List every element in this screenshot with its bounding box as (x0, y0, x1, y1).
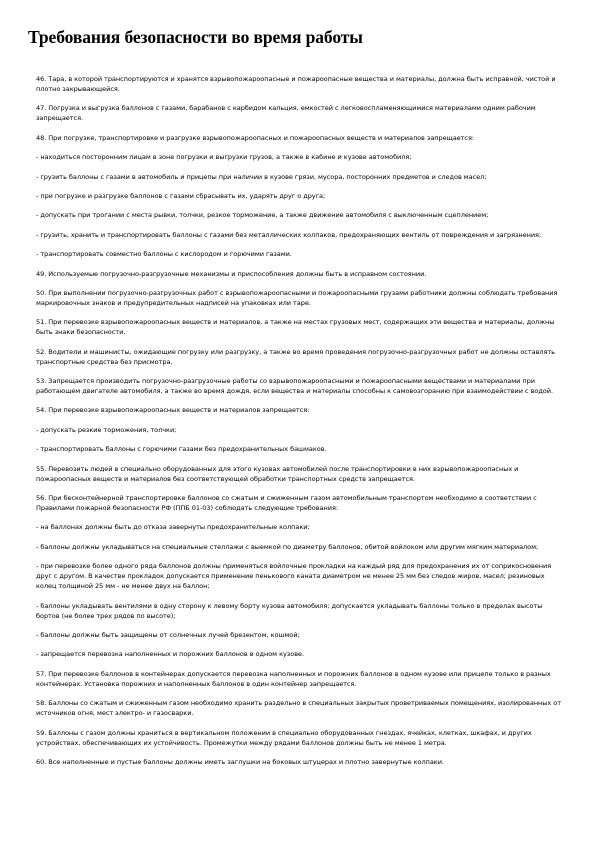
paragraph: 46. Тара, в которой транспортируются и хранятся взрывопожароопасные и пожароопасные вещества и материалы, должна быть исправной, чистой и плотно закрывающейся. (36, 75, 556, 93)
paragraph: 54. При перевозке взрывопожароопасных веществ и материалов запрещается: (36, 406, 310, 415)
list-item: - при перевозке более одного ряда баллонов должны применяться войлочные прокладки на каждый ряд для предохранения их от соприкосновения друг с другом. В качестве прокладок допускается применение пенькового каната диаметром не менее 25 мм без следов жиров, масел; резиновых колец толщиной 25 мм - не менее двух на баллон; (36, 562, 552, 591)
list-item: - при погрузке и разгрузке баллонов с газами сбрасывать их, ударять друг о друга; (36, 191, 326, 200)
list-item: - баллоны должны укладываться на специальные стеллажи с выемкой по диаметру баллонов, обитой войлоком или другим мягким материалом; (36, 542, 539, 551)
list-item: - транспортировать баллоны с горючими газами без предохранительных башмаков. (36, 445, 327, 454)
list-item: - грузить, хранить и транспортировать баллоны с газами без металлических колпаков, предохраняющих вентиль от повреждения и загрязнения; (36, 230, 542, 239)
paragraph: 57. При перевозке баллонов в контейнерах допускается перевозка наполненных и порожних баллонов в одном кузове или прицепе только в разных контейнерах. Установка порожних и наполненных баллонов в один контейнер запрещается. (36, 669, 551, 688)
paragraph: 48. При погрузке, транспортировке и разгрузке взрывопожароопасных и пожароопасных веществ и материалов запрещается: (36, 133, 475, 142)
document-body (36, 74, 563, 767)
document-title: Требования безопасности во время работы (28, 27, 363, 47)
paragraph: 50. При выполнении погрузочно-разгрузочных работ с взрывопожароопасными и пожароопасными грузами работники должны соблюдать требования маркировочных знаков и предупредительных надписей на упаковках или таре. (36, 288, 558, 307)
list-item: - на баллонах должны быть до отказа завернуты предохранительные колпаки; (36, 523, 310, 532)
paragraph: 53. Запрещается производить погрузочно-разгрузочные работы со взрывопожароопасными и пожароопасными веществами и материалами при работающем двигателе автомобиля, а также во время дождя, если вещества и материалы способны к самовозгоранию при взаимодействии с водой. (36, 377, 554, 396)
paragraph: 56. При бесконтейнерной транспортировке баллонов со сжатым и сжиженным газом автомобильным транспортом необходимо в соответствии с Правилами пожарной безопасности РФ (ППБ 01-03) соблюдать следующие требования: (36, 494, 537, 513)
paragraph: 59. Баллоны с газом должны храниться в вертикальном положении в специально оборудованных гнездах, ячейках, клетках, шкафах, и других устройствах, обеспечивающих их устойчивость. Промежутки между рядами баллонов должны быть не менее 1 метра. (36, 728, 532, 747)
paragraph: 58. Баллоны со сжатым и сжиженным газом необходимо хранить раздельно в специальных закрытых проветриваемых помещениях, изолированных от источников огня, мест электро- и газосварки. (36, 699, 561, 718)
paragraph: 51. При перевозке взрывопожароопасных веществ и материалов, а также на местах грузовых мест, содержащих эти вещества и материалы, должны быть знаки безопасности. (36, 318, 555, 337)
list-item: - находиться посторонним лицам в зоне погрузки и выгрузки грузов, а также в кабине и кузове автомобиля; (36, 153, 412, 162)
paragraph: 52. Водители и машинисты, ожидающие погрузку или разгрузку, а также во время проведения погрузочно-разгрузочных работ не должны оставлять транспортные средства без присмотра. (36, 347, 555, 366)
list-item: - баллоны должны быть защищены от солнечных лучей брезентом, кошмой; (36, 630, 300, 639)
paragraph: 55. Перевозить людей в специально оборудованных для этого кузовах автомобилей после транспортировки в них взрывопожароопасных и пожароопасных веществ и материалов без соответствующей обработки транспортных средств запрещается. (36, 464, 519, 483)
list-item: - баллоны укладывать вентилями в одну сторону к левому борту кузова автомобиля; допускается укладывать баллоны только в пределах высоты бортов (не более трех рядов по высоте); (36, 601, 543, 620)
list-item: - транспортировать совместно баллоны с кислородом и горючими газами. (36, 250, 292, 259)
paragraph: 60. Все наполненные и пустые баллоны должны иметь заглушки на боковых штуцерах и плотно завернутые колпаки. (36, 757, 444, 766)
list-item: - запрещается перевозка наполненных и порожних баллонов в одном кузове. (36, 650, 305, 659)
list-item: - грузить баллоны с газами в автомобиль и прицепы при наличии в кузове грязи, мусора, посторонних предметов и следов масел; (36, 172, 487, 181)
paragraph: 47. Погрузка и выгрузка баллонов с газами, барабанов с карбидом кальция, емкостей с легковоспламеняющимися материалами одним рабочим запрещается. (36, 104, 536, 123)
paragraph: 49. Используемые погрузочно-разгрузочные механизмы и приспособления должны быть в исправном состоянии. (36, 269, 427, 278)
list-item: - допускать резкие торможения, толчки; (36, 425, 177, 434)
list-item: - допускать при трогании с места рывки, толчки, резкое торможение, а также движение автомобиля с выключенным сцеплением; (36, 211, 489, 220)
